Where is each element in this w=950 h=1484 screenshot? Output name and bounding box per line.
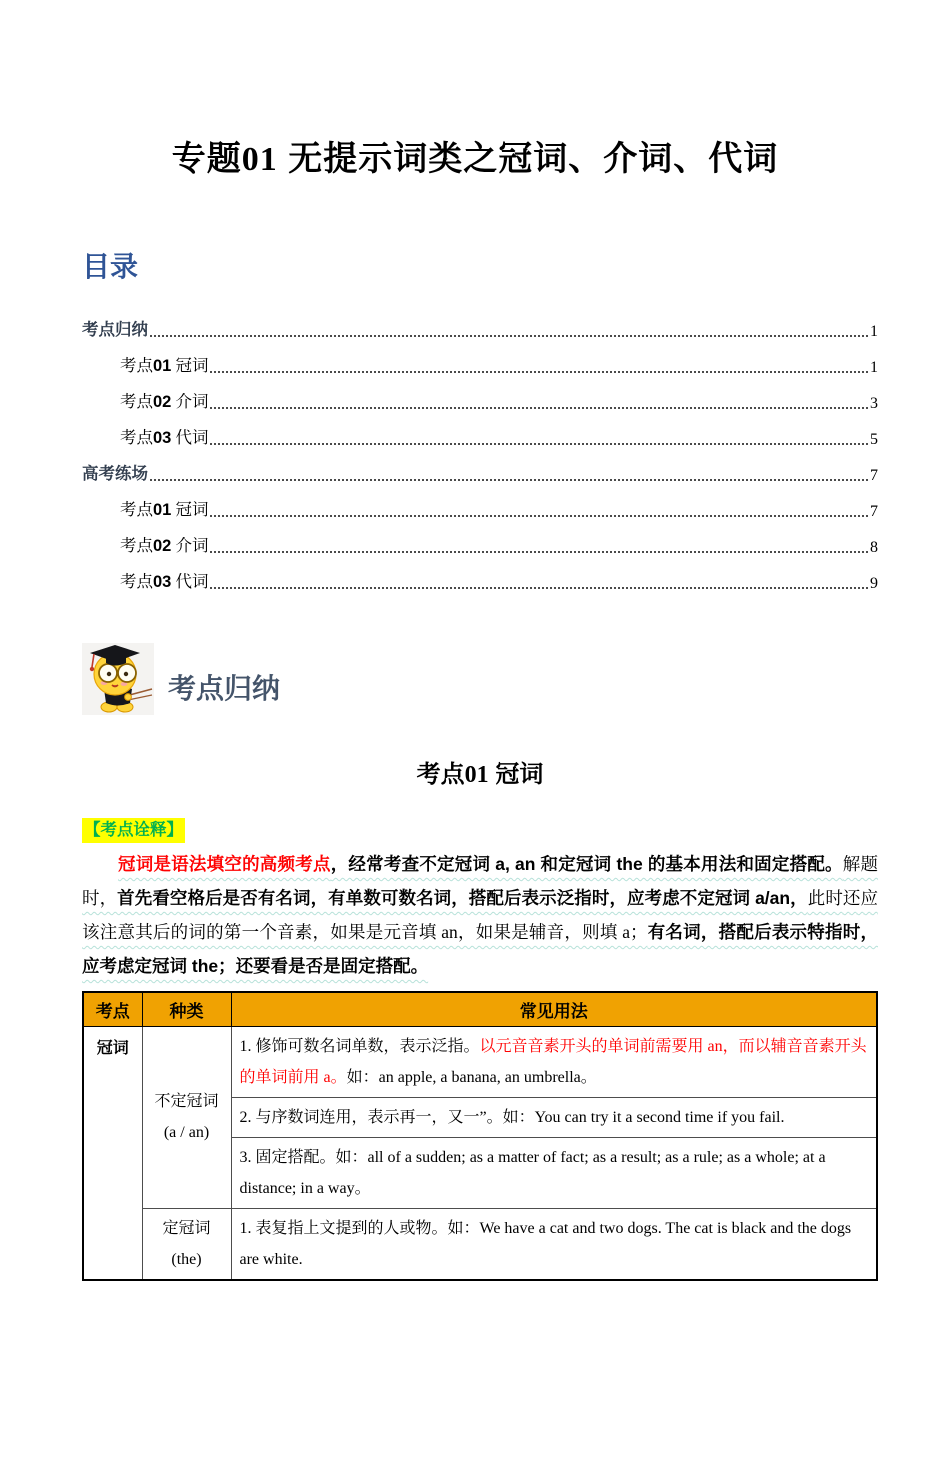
table-row [83,1208,877,1280]
toc-heading: 目录 [82,251,139,283]
text-segment: 考点 [416,761,465,789]
toc-entry[interactable] [82,521,878,557]
text-segment: 3. 固定搭配。如：all of a sudden; as a matter of fact; as a result; as a rule; as a whole; at a distance; in a way。 [239,1148,826,1197]
subsection-heading [82,761,878,790]
text-segment: 01 [464,762,489,789]
explanation-paragraph [82,847,878,983]
toc-page-number: 1 [870,323,878,341]
toc-page-number: 3 [870,395,878,413]
text-segment: 01 [153,501,172,520]
text-segment: 冠词 [171,500,209,520]
text-segment: 02 [153,393,172,412]
text-segment: 03 [153,573,172,592]
kind-line: (a / an) [163,1124,210,1142]
toc-dot-leader [210,551,868,553]
section-banner [82,643,878,715]
text-segment: 2. 与序数词连用，表示再一，又一”。如：You can try it a second time if you fail. [239,1108,785,1126]
text-segment: 无提示词类之冠词、介词、代词 [277,140,779,178]
toc-entry-label [120,356,208,377]
text-segment: 考点 [120,536,153,556]
toc-page-number: 8 [870,539,878,557]
usage-cell [231,1137,877,1208]
text-segment: 以元音音素开头的单词前需要用 an，而以辅音音素开头的单词前用 a。 [239,1037,867,1086]
table-header-cell: 种类 [142,992,231,1026]
text-segment: 03 [153,429,172,448]
text-segment: 代词 [171,572,209,592]
kind-line: (the) [171,1250,202,1268]
usage-cell [231,1026,877,1097]
text-segment: 此时还应该注意其后的词的第一个音素，如果是元音填 an，如果是辅音，则填 a； [82,888,878,943]
text-segment: ，经常考查不定冠词 a, an 和定冠词 the 的基本用法和固定搭配。 [330,854,843,875]
toc-dot-leader [210,443,868,445]
text-segment: 首先看空格后是否有名词，有单数可数名词，搭配后表示泛指时，应考虑不定冠词 a/an， [117,888,808,909]
toc-entry-label [82,464,148,485]
usage-table [82,991,878,1281]
text-segment: 02 [153,537,172,556]
kind-cell [142,1208,231,1280]
toc-entry-label [120,500,208,521]
toc-dot-leader [210,515,868,517]
text-segment: 专题 [171,140,242,178]
toc-dot-leader [210,587,868,589]
highlight-tag: 【考点诠释】 [82,818,185,843]
toc-page-number: 7 [870,503,878,521]
text-segment: 考点归纳 [82,321,148,340]
toc-list [82,305,878,593]
text-segment: 考点 [120,356,153,376]
text-segment: 冠词 [488,761,544,789]
kind-line: 定冠词 [162,1219,211,1237]
text-segment: 高考练场 [82,465,148,484]
text-segment: 01 [241,141,278,178]
text-segment: 考点 [120,500,153,520]
toc-entry-label [120,536,208,557]
text-segment: 1. 修饰可数名词单数，表示泛指。 [239,1037,480,1055]
kind-line: 不定冠词 [154,1093,219,1111]
text-segment: 01 [153,357,172,376]
kind-cell [142,1026,231,1208]
table-header-cell: 常见用法 [231,992,877,1026]
toc-dot-leader [150,479,868,481]
table-header-cell: 考点 [83,992,142,1026]
table-header-row [83,992,877,1026]
toc-entry[interactable] [82,413,878,449]
text-segment: 如：an apple, a banana, an umbrella。 [346,1068,597,1086]
toc-page-number: 9 [870,575,878,593]
usage-cell [231,1208,877,1280]
text-segment: 考点 [120,572,153,592]
toc-entry[interactable] [82,449,878,485]
text-segment: 解题时， [82,854,879,909]
table-row [83,1026,877,1097]
toc-entry-label [120,572,208,593]
text-segment: 冠词是语法填空的高频考点 [118,854,331,875]
toc-entry-label [82,320,148,341]
text-segment: 考点 [120,428,153,448]
toc-dot-leader [150,335,868,337]
text-segment: 冠词 [171,356,209,376]
toc-page-number: 1 [870,359,878,377]
toc-entry[interactable] [82,305,878,341]
toc-dot-leader [210,371,868,373]
page-title [0,140,950,179]
toc-entry-label [120,392,208,413]
usage-cell [231,1097,877,1137]
scholar-mascot-icon [82,643,154,715]
toc-entry-label [120,428,208,449]
toc-dot-leader [210,407,868,409]
toc-entry[interactable] [82,485,878,521]
text-segment: 考点 [120,392,153,412]
toc-page-number: 7 [870,467,878,485]
toc-entry[interactable] [82,557,878,593]
text-segment: 1. 表复指上文提到的人或物。如：We have a cat and two dogs. The cat is black and the dogs are white. [239,1219,852,1268]
toc-entry[interactable] [82,377,878,413]
table-body [83,1026,877,1280]
section-heading: 考点归纳 [168,673,281,705]
text-segment: 介词 [171,536,209,556]
text-segment: 介词 [171,392,209,412]
toc-entry[interactable] [82,341,878,377]
topic-cell: 冠词 [83,1026,142,1280]
document-page [0,140,950,1484]
toc-page-number: 5 [870,431,878,449]
text-segment: 代词 [171,428,209,448]
text-segment: 有名词，搭配后表示特指时，应考虑定冠词 the；还要看是否是固定搭配。 [82,922,878,977]
